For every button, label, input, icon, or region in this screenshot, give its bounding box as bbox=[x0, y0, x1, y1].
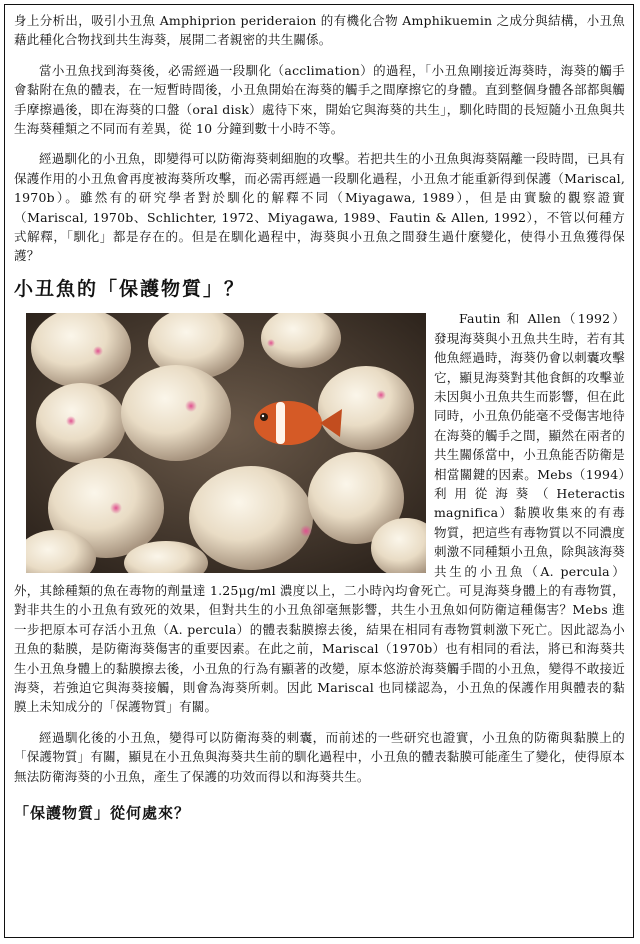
acclimation-paragraph: 當小丑魚找到海葵後，必需經過一段馴化（acclimation）的過程，「小丑魚剛接近海葵時，海葵的觸手會黏附在魚的體表，在一短暫時間後，小丑魚開始在海葵的觸手之間摩擦它的身體。直到整個身體各部都與觸手摩擦過後，即在海葵的口盤（oral disk）處待下來，開始它與海葵的共生」，馴化時間的長短隨小丑魚與共生海葵種類之不同而有差異，從 10 分鐘到數十小時不等。 bbox=[14, 62, 625, 137]
mucus-research-paragraph: Fautin 和 Allen（1992）發現海葵與小丑魚共生時，若有其他魚經過時，海葵仍會以刺囊攻擊它，顯見海葵對其他食餌的攻擊並未因與小丑魚共生而影響，但在此同時，小丑魚仍能毫不受傷害地待在海葵的觸手之間，顯然在兩者的共生關係當中，小丑魚能否防衛是相當關鍵的因素。Mebs（1994）利用從海葵（Heteractis magnifica）黏膜收集來的有毒物質，把這些有毒物質以不同濃度刺激不同種類小丑魚，除與該海葵共生的小丑魚（A. percula）外，其餘種類的魚在毒物的劑量達 1.25μg/ml 濃度以上，二小時內均會死亡。可見海葵身體上的有毒物質，對非共生的小丑魚有致死的效果，但對共生的小丑魚卻毫無影響，共生小丑魚如何防衛這種傷害？Mebs 進一步把原本可存活小丑魚（A. percula）的體表黏膜擦去後，結果在相同有毒物質刺激下死亡。因此認為小丑魚的黏膜，是防衛海葵傷害的重要因素。在此之前，Mariscal（1970b）也有相同的看法，將已和海葵共生小丑魚身體上的黏膜擦去後，小丑魚的行為有顯著的改變，原本悠游於海葵觸手間的小丑魚，變得不敢接近海葵，若強迫它與海葵接觸，則會為海葵所刺。因此 Mariscal 也同樣認為，小丑魚的保護作用與體表的黏膜上未知成分的「保護物質」有關。 bbox=[14, 311, 625, 715]
section1-block bbox=[14, 309, 625, 717]
article-body bbox=[5, 5, 633, 823]
intro-paragraph: 身上分析出，吸引小丑魚 Amphiprion perideraion 的有機化合物 Amphikuemin 之成分與結構，小丑魚藉此種化合物找到共生海葵，展開二者親密的共生關係。 bbox=[14, 13, 625, 48]
clownfish-in-anemone-photo bbox=[26, 313, 426, 573]
protection-paragraph: 經過馴化的小丑魚，即變得可以防衛海葵刺細胞的攻擊。若把共生的小丑魚與海葵隔離一段時間，已具有保護作用的小丑魚會再度被海葵所攻擊，而必需再經過一段馴化過程，小丑魚才能重新得到保護（Mariscal, 1970b）。雖然有的研究學者對於馴化的解釋不同（Miyagawa, 1989），但是由實驗的觀察證實（Mariscal, 1970b、Schlichter, 1972、Miyagawa, 1989、Fautin & Allen, 1992），不管以何種方式解釋，「馴化」都是存在的。但是在馴化過程中，海葵與小丑魚之間發生過什麼變化，使得小丑魚獲得保護？ bbox=[14, 151, 625, 264]
mucus-change-paragraph: 經過馴化後的小丑魚，變得可以防衛海葵的刺囊，而前述的一些研究也證實，小丑魚的防衛與黏膜上的「保護物質」有關，顯見在小丑魚與海葵共生前的馴化過程中，小丑魚的體表黏膜可能產生了變化，使得原本無法防衛海葵的小丑魚，產生了保護的功效而得以和海葵共生。 bbox=[14, 729, 625, 784]
section-heading-origin: 「保護物質」從何處來？ bbox=[14, 804, 191, 823]
document-page bbox=[4, 4, 634, 938]
section-heading-protective-substance: 小丑魚的「保護物質」？ bbox=[14, 277, 246, 300]
